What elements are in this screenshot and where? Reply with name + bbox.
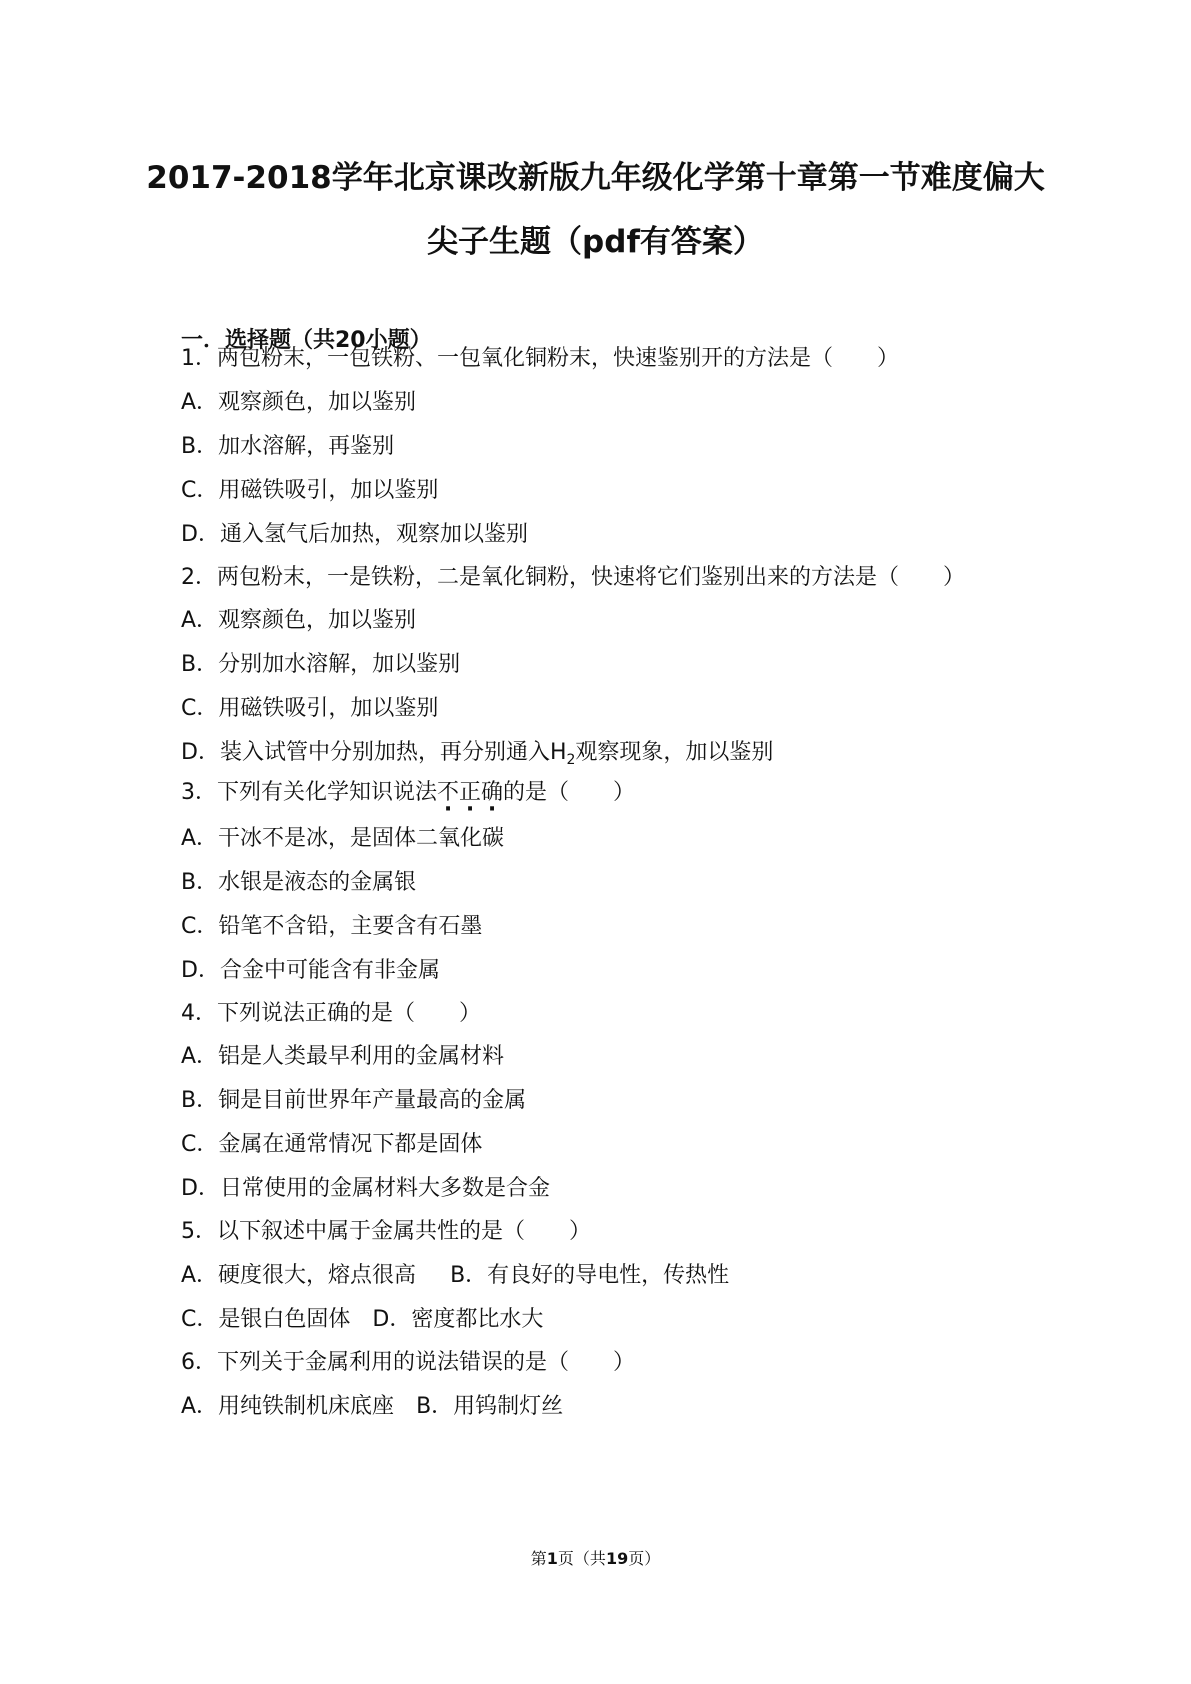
option-a: A．用纯铁制机床底座 bbox=[181, 1394, 395, 1419]
option-d-text-after: 观察现象，加以鉴别 bbox=[575, 740, 774, 765]
stem-text-after: 的是（ ） bbox=[503, 780, 636, 805]
emphasis-char: 不 bbox=[437, 780, 460, 805]
hydrogen-subscript: 2 bbox=[566, 752, 576, 768]
question-6-options-row-1 bbox=[181, 1392, 563, 1422]
question-2-option-a: A．观察颜色，加以鉴别 bbox=[181, 608, 417, 633]
option-a: A．硬度很大，熔点很高 bbox=[181, 1263, 417, 1288]
question-3-option-a: A．干冰不是冰，是固体二氧化碳 bbox=[181, 826, 505, 851]
stem-text-before: 3．下列有关化学知识说法 bbox=[181, 780, 437, 805]
document-title-line-1: 2017-2018学年北京课改新版九年级化学第十章第一节难度偏大 bbox=[146, 160, 1045, 196]
option-c: C．是银白色固体 bbox=[181, 1307, 351, 1332]
question-5-options-row-2 bbox=[181, 1305, 543, 1335]
total-pages: 19 bbox=[605, 1549, 629, 1568]
question-1-option-a: A．观察颜色，加以鉴别 bbox=[181, 390, 417, 415]
question-1-option-c: C．用磁铁吸引，加以鉴别 bbox=[181, 478, 439, 503]
question-1-option-b: B．加水溶解，再鉴别 bbox=[181, 434, 395, 459]
question-4-option-a: A．铝是人类最早利用的金属材料 bbox=[181, 1044, 505, 1069]
question-5-stem: 5．以下叙述中属于金属共性的是（ ） bbox=[181, 1219, 591, 1244]
option-b: B．用钨制灯丝 bbox=[416, 1394, 564, 1419]
footer-middle: 页（共 bbox=[557, 1549, 606, 1568]
option-b: B．有良好的导电性，传热性 bbox=[450, 1263, 730, 1288]
question-4-option-b: B．铜是目前世界年产量最高的金属 bbox=[181, 1088, 527, 1113]
question-2-stem: 2．两包粉末，一是铁粉，二是氧化铜粉，快速将它们鉴别出来的方法是（ ） bbox=[181, 565, 965, 590]
question-4-option-c: C．金属在通常情况下都是固体 bbox=[181, 1132, 483, 1157]
question-3-option-d: D．合金中可能含有非金属 bbox=[181, 958, 440, 983]
option-d: D．密度都比水大 bbox=[372, 1307, 544, 1332]
footer-suffix: 页） bbox=[628, 1549, 661, 1568]
emphasis-char: 正 bbox=[459, 780, 482, 805]
question-3-option-c: C．铅笔不含铅，主要含有石墨 bbox=[181, 914, 483, 939]
footer-prefix: 第 bbox=[530, 1549, 547, 1568]
emphasis-char: 确 bbox=[481, 780, 504, 805]
question-2-option-c: C．用磁铁吸引，加以鉴别 bbox=[181, 696, 439, 721]
document-title-line-2: 尖子生题（pdf有答案） bbox=[427, 224, 764, 260]
question-1-option-d: D．通入氢气后加热，观察加以鉴别 bbox=[181, 522, 528, 547]
page-footer bbox=[0, 1548, 1191, 1570]
question-4-option-d: D．日常使用的金属材料大多数是合金 bbox=[181, 1176, 550, 1201]
section-heading: 一．选择题（共20小题） bbox=[181, 328, 432, 353]
question-2-option-d bbox=[181, 738, 773, 775]
question-1-stem: 1．两包粉末，一包铁粉、一包氧化铜粉末，快速鉴别开的方法是（ ） bbox=[181, 346, 899, 371]
question-4-stem: 4．下列说法正确的是（ ） bbox=[181, 1001, 481, 1026]
page-number: 1 bbox=[546, 1549, 558, 1568]
question-3-stem bbox=[181, 778, 635, 808]
question-6-stem: 6．下列关于金属利用的说法错误的是（ ） bbox=[181, 1350, 635, 1375]
question-5-options-row-1 bbox=[181, 1261, 729, 1291]
option-d-text-before: D．装入试管中分别加热，再分别通入H bbox=[181, 740, 567, 765]
question-3-option-b: B．水银是液态的金属银 bbox=[181, 870, 417, 895]
question-2-option-b: B．分别加水溶解，加以鉴别 bbox=[181, 652, 461, 677]
